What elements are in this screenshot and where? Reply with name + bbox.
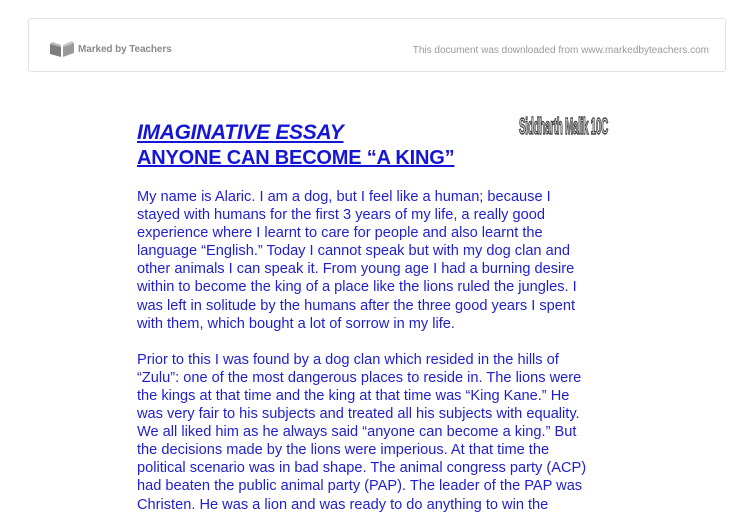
text-line: the kings at that time and the king at that time was “King Kane.” He: [137, 387, 570, 404]
text-line: experience where I learnt to care for people and also learnt the: [137, 225, 543, 242]
text-line: the decisions made by the lions were imperious. At that time the: [137, 442, 550, 459]
text-line: was left in solitude by the humans after the three good years I spent: [137, 297, 576, 314]
text-line: with them, which bought a lot of sorrow in my life.: [137, 315, 455, 332]
text-line: We all liked him as he always said “anyone can become a king.” But: [137, 424, 577, 441]
text-line: had beaten the public animal party (PAP). The leader of the PAP was: [137, 478, 583, 495]
text-line: stayed with humans for the first 3 years of my life, a really good: [137, 207, 545, 224]
essay-body: [137, 188, 637, 523]
paragraph-1: [137, 188, 637, 333]
author-name-stamp: Siddharth Malik 10C: [519, 115, 608, 140]
marked-by-teachers-logo[interactable]: [49, 40, 172, 58]
text-line: Prior to this I was found by a dog clan which resided in the hills of: [137, 351, 559, 368]
essay-subtitle: ANYONE CAN BECOME “A KING”: [137, 147, 455, 169]
text-line: Christen. He was a lion and was ready to do anything to win the: [137, 496, 549, 513]
open-book-icon: [49, 40, 75, 58]
text-line: language “English.” Today I cannot speak but with my dog clan and: [137, 243, 570, 260]
text-line: “Zulu”: one of the most dangerous places to reside in. The lions were: [137, 369, 582, 386]
paragraph-2: [137, 351, 637, 514]
logo-text: Marked by Teachers: [78, 43, 172, 55]
text-line: My name is Alaric. I am a dog, but I feel like a human; because I: [137, 189, 551, 205]
text-line: was very fair to his subjects and treated all his subjects with equality.: [137, 406, 580, 423]
essay-title: IMAGINATIVE ESSAY: [137, 121, 344, 144]
download-source-note: This document was downloaded from www.markedbyteachers.com: [412, 45, 709, 56]
text-line: political scenario was in bad shape. The animal congress party (ACP): [137, 460, 587, 477]
text-line: within to become the king of a place like the lions ruled the jungles. I: [137, 279, 577, 296]
download-banner: [28, 18, 726, 72]
text-line: other animals I can speak it. From young age I had a burning desire: [137, 261, 575, 278]
